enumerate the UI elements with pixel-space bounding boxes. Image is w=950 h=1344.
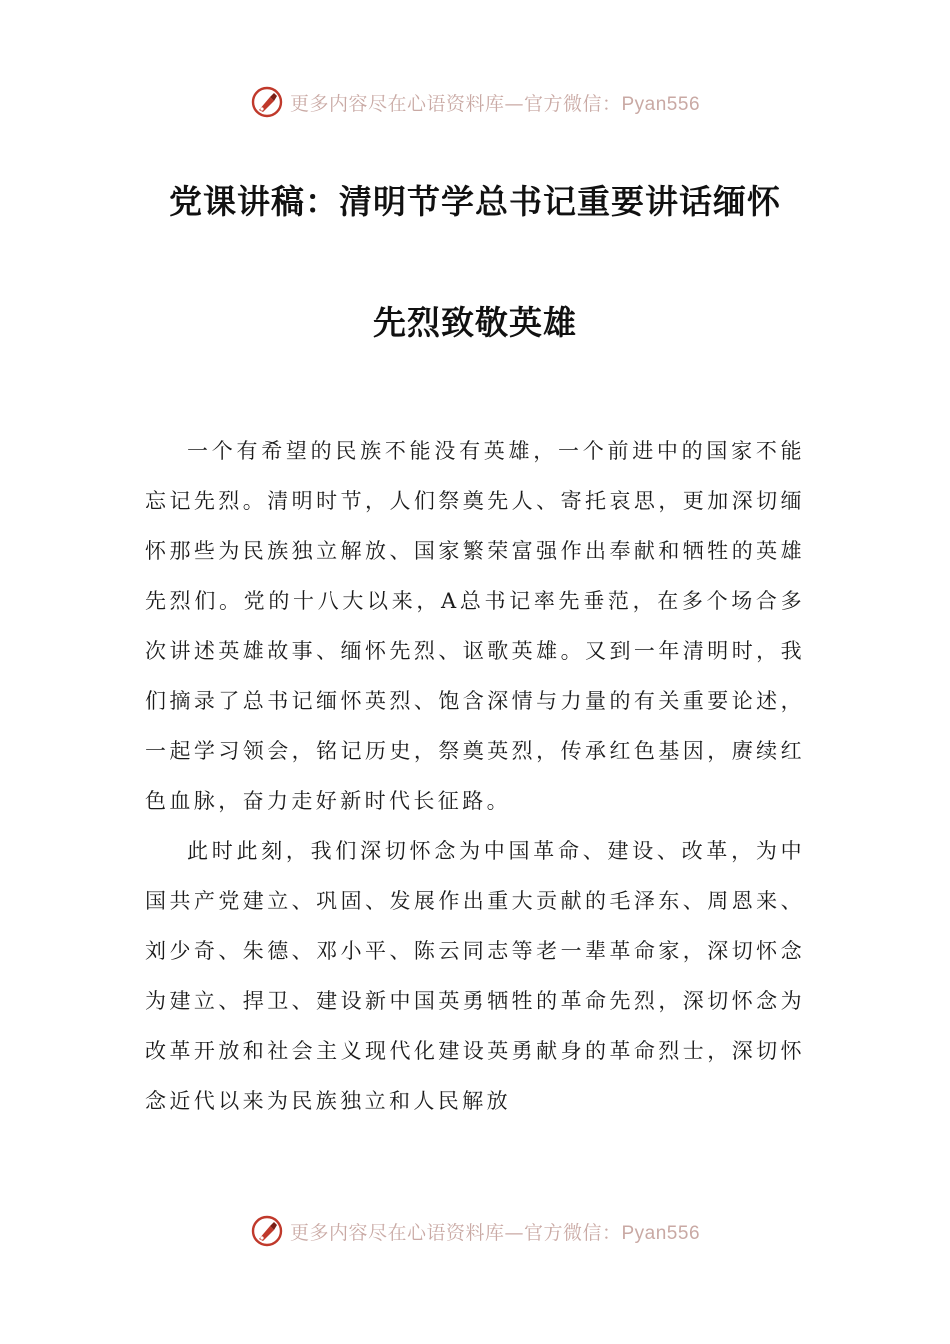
- watermark-label: 更多内容尽在心语资料库—官方微信：: [289, 92, 622, 115]
- watermark-label: 更多内容尽在心语资料库—官方微信：: [289, 1221, 622, 1244]
- document-title-line-1: 党课讲稿：清明节学总书记重要讲话缅怀: [169, 182, 781, 221]
- document-title-line-2: 先烈致敬英雄: [373, 303, 577, 342]
- watermark-banner-bottom: [0, 1211, 950, 1251]
- watermark-text: [290, 89, 700, 116]
- watermark-banner-top: [0, 82, 950, 122]
- paragraph: 一个有希望的民族不能没有英雄，一个前进中的国家不能忘记先烈。清明时节，人们祭奠先人、寄托哀思，更加深切缅怀那些为民族独立解放、国家繁荣富强作出奉献和牺牲的英雄先烈们。党的十八大以来，A总书记率先垂范，在多个场合多次讲述英雄故事、缅怀先烈、讴歌英雄。又到一年清明时，我们摘录了总书记缅怀英烈、饱含深情与力量的有关重要论述，一起学习领会，铭记历史，祭奠英烈，传承红色基因，赓续红色血脉，奋力走好新时代长征路。: [145, 439, 805, 813]
- paragraph: 此时此刻，我们深切怀念为中国革命、建设、改革，为中国共产党建立、巩固、发展作出重大贡献的毛泽东、周恩来、刘少奇、朱德、邓小平、陈云同志等老一辈革命家，深切怀念为建立、捍卫、建设新中国英勇牺牲的革命先烈，深切怀念为改革开放和社会主义现代化建设英勇献身的革命烈士，深切怀念近代以来为民族独立和人民解放: [145, 839, 805, 1113]
- watermark-content: [250, 85, 700, 119]
- pen-nib-circle-logo-icon: [250, 1214, 284, 1248]
- watermark-text: [290, 1218, 700, 1245]
- watermark-wechat-id: Pyan556: [621, 93, 701, 115]
- document-body: [145, 426, 805, 1126]
- pen-nib-circle-logo-icon: [250, 85, 284, 119]
- watermark-wechat-id: Pyan556: [621, 1222, 701, 1244]
- watermark-content: [250, 1214, 700, 1248]
